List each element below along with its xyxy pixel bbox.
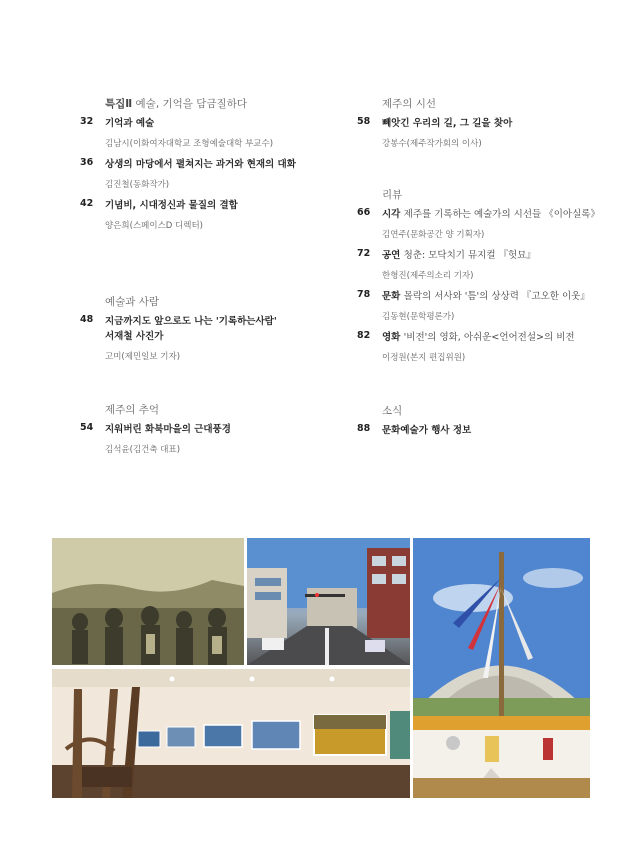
section-title-art-people: 예술과 사람 <box>105 296 160 308</box>
toc-entry-54[interactable] <box>80 422 340 457</box>
entry-category: 영화 <box>382 332 401 343</box>
toc-right-column <box>357 96 627 438</box>
page-number: 54 <box>80 422 94 433</box>
photo-historic-villagers <box>52 538 244 665</box>
entry-title: 문화예술가 행사 정보 <box>382 425 472 436</box>
entry-title: 지금까지도 앞으로도 나는 '기록하는사람' <box>105 316 277 327</box>
page-number: 88 <box>357 423 371 434</box>
toc-entry-36[interactable] <box>80 157 340 192</box>
entry-title: 기억과 예술 <box>105 118 155 129</box>
page-number: 72 <box>357 248 371 259</box>
section-title-news: 소식 <box>382 405 403 417</box>
section-title-rest: 예술, 기억을 담금질하다 <box>132 98 247 110</box>
photo-city-street-art <box>247 538 410 665</box>
entry-author: 김연주(문화공간 양 기획자) <box>382 230 485 240</box>
page-number: 48 <box>80 314 94 325</box>
entry-author: 김석윤(김건축 대표) <box>105 445 181 455</box>
photo-city-street <box>247 538 410 665</box>
photo-historic-villagers-art <box>52 538 244 665</box>
spacer <box>357 157 627 187</box>
section-title-jeju-memory: 제주의 추억 <box>105 404 160 416</box>
spacer <box>80 239 340 294</box>
entry-author: 이정원(본지 편집위원) <box>382 353 466 363</box>
entry-author: 김진철(동화작가) <box>105 180 170 190</box>
entry-author: 고미(제민일보 기자) <box>105 352 181 362</box>
entry-title: 몰락의 서사와 '틈'의 상상력 『고오한 이웃』 <box>403 291 590 302</box>
entry-title: 기념비, 시대정신과 물질의 결합 <box>105 200 238 211</box>
entry-title: '비전'의 영화, 아쉬운<언어전설>의 비전 <box>403 332 575 343</box>
entry-author: 강봉수(제주작가회의 이사) <box>382 139 482 149</box>
page-number: 36 <box>80 157 94 168</box>
entry-title: 청춘: 모닥치기 뮤지컬 『헛묘』 <box>403 250 536 261</box>
spacer <box>357 371 627 403</box>
page-number: 58 <box>357 116 371 127</box>
toc-entry-32[interactable] <box>80 116 340 151</box>
entry-title: 상생의 마당에서 펼쳐지는 과거와 현재의 대화 <box>105 159 296 170</box>
section-title-review: 리뷰 <box>382 189 403 201</box>
entry-author: 김동현(문학평론가) <box>382 312 455 322</box>
toc-entry-78[interactable] <box>357 289 627 324</box>
photo-gallery-interior-art <box>52 669 410 798</box>
toc-entry-58[interactable] <box>357 116 627 151</box>
photo-memorial-ritual-art <box>413 538 590 798</box>
entry-title: 지워버린 화북마을의 근대풍경 <box>105 424 231 435</box>
entry-title: 제주를 기록하는 예술가의 시선들 《이아실록》 <box>403 209 600 220</box>
entry-author: 양은희(스페이스D 디렉터) <box>105 221 203 231</box>
photo-memorial-ritual <box>413 538 590 798</box>
page-number: 78 <box>357 289 371 300</box>
entry-category: 문화 <box>382 291 401 302</box>
toc-entry-66[interactable] <box>357 207 627 242</box>
entry-category: 공연 <box>382 250 401 261</box>
entry-category: 시각 <box>382 209 401 220</box>
section-title-special <box>105 96 340 112</box>
entry-title-line2: 서재철 사진가 <box>105 331 164 342</box>
section-title-lead: 특집Ⅱ <box>105 98 133 110</box>
photo-gallery-interior <box>52 669 410 798</box>
toc-entry-72[interactable] <box>357 248 627 283</box>
page-number: 66 <box>357 207 371 218</box>
entry-author: 한형진(제주의소리 기자) <box>382 271 474 281</box>
entry-title: 빼앗긴 우리의 길, 그 길을 찾아 <box>382 118 513 129</box>
page-number: 82 <box>357 330 371 341</box>
entry-author: 김남시(이화여자대학교 조형예술대학 부교수) <box>105 139 274 149</box>
toc-entry-82[interactable] <box>357 330 627 365</box>
section-title-jeju-view: 제주의 시선 <box>382 98 437 110</box>
spacer <box>80 370 340 402</box>
toc-entry-88[interactable] <box>357 423 627 438</box>
page-number: 32 <box>80 116 94 127</box>
toc-entry-42[interactable] <box>80 198 340 233</box>
page-number: 42 <box>80 198 94 209</box>
toc-entry-48[interactable] <box>80 314 340 364</box>
toc-left-column <box>80 96 340 463</box>
